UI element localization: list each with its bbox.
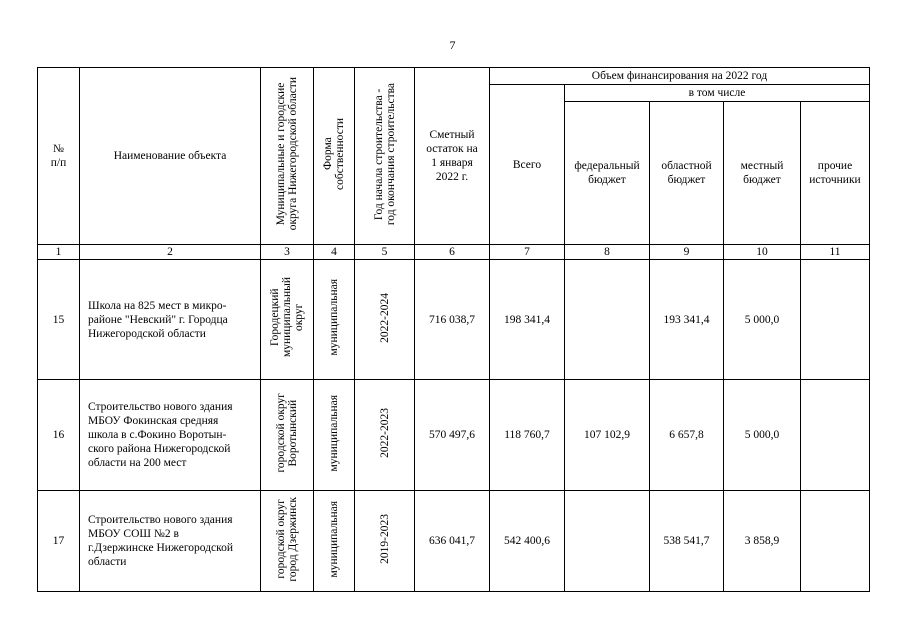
- table-row: [38, 380, 870, 491]
- row-ownership-text: муниципальная: [328, 394, 340, 472]
- header-including: в том числе: [565, 85, 870, 102]
- header-years: [355, 68, 415, 245]
- row-years: [355, 380, 415, 491]
- row-ownership-text: муниципальная: [328, 279, 340, 356]
- table-row: [38, 491, 870, 592]
- row-balance: 716 038,7: [415, 260, 490, 380]
- header-municipality: [261, 68, 314, 245]
- row-balance: 636 041,7: [415, 491, 490, 592]
- header-row-1: [38, 68, 870, 85]
- column-number: 3: [261, 245, 314, 260]
- column-number: 6: [415, 245, 490, 260]
- row-municipality: [261, 380, 314, 491]
- row-federal: [565, 260, 650, 380]
- header-balance: Сметный остаток на 1 января 2022 г.: [415, 68, 490, 245]
- column-number: 2: [80, 245, 261, 260]
- row-federal: 107 102,9: [565, 380, 650, 491]
- row-municipality-text: городской округ Воротынский: [275, 393, 299, 473]
- row-num: 15: [38, 260, 80, 380]
- header-local: местный бюджет: [724, 102, 801, 245]
- header-other: прочие источники: [801, 102, 870, 245]
- column-number: 4: [314, 245, 355, 260]
- header-federal: федеральный бюджет: [565, 102, 650, 245]
- row-total: 198 341,4: [490, 260, 565, 380]
- column-number: 9: [650, 245, 724, 260]
- row-ownership: [314, 380, 355, 491]
- column-number: 7: [490, 245, 565, 260]
- row-name: Школа на 825 мест в микро- районе "Невский" г. Городца Нижегородской области: [80, 260, 261, 380]
- row-years: [355, 491, 415, 592]
- row-local: 5 000,0: [724, 380, 801, 491]
- header-name: Наименование объекта: [80, 68, 261, 245]
- column-number: 11: [801, 245, 870, 260]
- row-municipality-text: Городецкий муниципальный округ: [269, 277, 305, 358]
- row-municipality: [261, 491, 314, 592]
- row-local: 5 000,0: [724, 260, 801, 380]
- row-other: [801, 260, 870, 380]
- row-name: Строительство нового здания МБОУ СОШ №2 в г.Дзержинске Нижегородской области: [80, 491, 261, 592]
- row-regional: 6 657,8: [650, 380, 724, 491]
- row-years-text: 2022-2023: [378, 408, 391, 458]
- header-ownership-text: Форма собственности: [322, 118, 346, 190]
- column-number: 1: [38, 245, 80, 260]
- row-balance: 570 497,6: [415, 380, 490, 491]
- header-regional: областной бюджет: [650, 102, 724, 245]
- row-federal: [565, 491, 650, 592]
- row-local: 3 858,9: [724, 491, 801, 592]
- header-ownership: [314, 68, 355, 245]
- row-ownership-text: муниципальная: [328, 500, 340, 578]
- header-municipality-text: Муниципальные и городские округа Нижегородской области: [275, 77, 299, 231]
- row-name: Строительство нового здания МБОУ Фокинская средняя школа в с.Фокино Воротын- ского района Нижегородской области на 200 мест: [80, 380, 261, 491]
- column-number: 8: [565, 245, 650, 260]
- page-number: 7: [449, 38, 456, 52]
- header-years-text: Год начала строительства - год окончания строительства: [372, 82, 397, 226]
- row-years: [355, 260, 415, 380]
- row-ownership: [314, 491, 355, 592]
- header-num: № п/п: [38, 68, 80, 245]
- row-total: 542 400,6: [490, 491, 565, 592]
- table-row: [38, 260, 870, 380]
- row-years-text: 2019-2023: [378, 514, 391, 564]
- row-ownership: [314, 260, 355, 380]
- row-municipality-text: городской округ город Дзержинск: [275, 496, 299, 582]
- column-number: 10: [724, 245, 801, 260]
- row-municipality: [261, 260, 314, 380]
- row-num: 17: [38, 491, 80, 592]
- header-total: Всего: [490, 85, 565, 245]
- header-financing: Объем финансирования на 2022 год: [490, 68, 870, 85]
- row-other: [801, 491, 870, 592]
- row-regional: 538 541,7: [650, 491, 724, 592]
- financing-table: [37, 67, 870, 592]
- row-regional: 193 341,4: [650, 260, 724, 380]
- row-total: 118 760,7: [490, 380, 565, 491]
- row-num: 16: [38, 380, 80, 491]
- row-years-text: 2022-2024: [378, 292, 391, 343]
- column-number-row: [38, 245, 870, 260]
- row-other: [801, 380, 870, 491]
- column-number: 5: [355, 245, 415, 260]
